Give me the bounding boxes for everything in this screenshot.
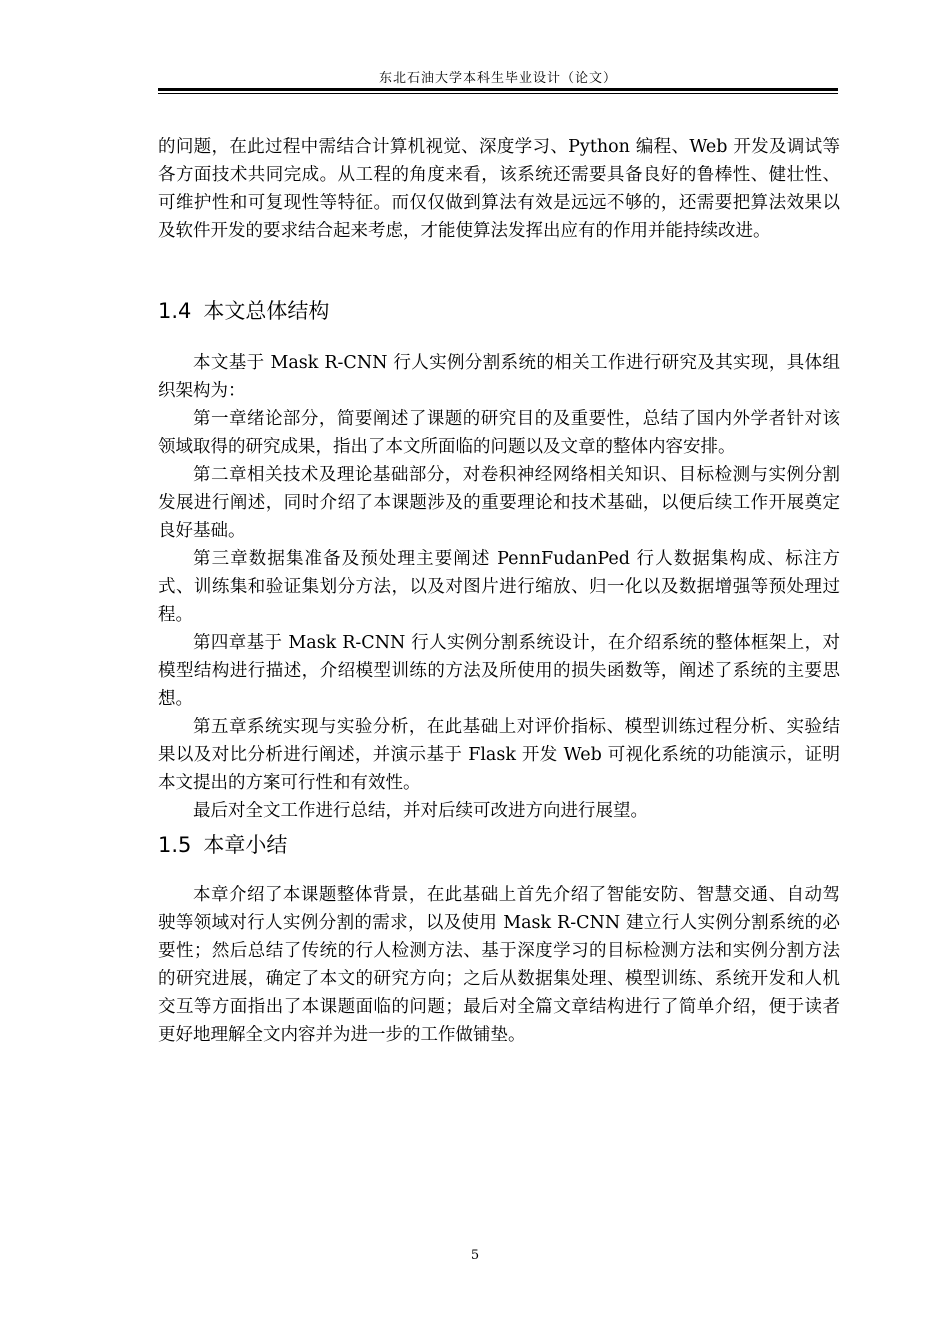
section-title: 本文总体结构 bbox=[203, 299, 330, 323]
header-rule-thick bbox=[158, 88, 838, 91]
section-title: 本章小结 bbox=[203, 833, 288, 857]
paragraph: 第五章系统实现与实验分析，在此基础上对评价指标、模型训练过程分析、实验结果以及对比分析进行阐述，并演示基于 Flask 开发 Web 可视化系统的功能演示，证明本文提出的方案可行性和有效性。 bbox=[158, 717, 840, 793]
section-number: 1.5 bbox=[158, 833, 192, 857]
running-header: 东北石油大学本科生毕业设计（论文） bbox=[378, 71, 617, 86]
section-heading-1-5 bbox=[158, 829, 838, 859]
summary-paragraph: 本章介绍了本课题整体背景，在此基础上首先介绍了智能安防、智慧交通、自动驾驶等领域对行人实例分割的需求，以及使用 Mask R-CNN 建立行人实例分割系统的必要性；然后总结了传统的行人检测方法、基于深度学习的目标检测方法和实例分割方法的研究进展，确定了本文的研究方向；之后从数据集处理、模型训练、系统开发和人机交互等方面指出了本课题面临的问题；最后对全篇文章结构进行了简单介绍，便于读者更好地理解全文内容并为进一步的工作做铺垫。 bbox=[158, 885, 840, 1045]
paragraph: 最后对全文工作进行总结，并对后续可改进方向进行展望。 bbox=[193, 801, 648, 821]
page-number: 5 bbox=[470, 1248, 480, 1263]
paragraph: 第一章绪论部分，简要阐述了课题的研究目的及重要性，总结了国内外学者针对该领域取得的研究成果，指出了本文所面临的问题以及文章的整体内容安排。 bbox=[158, 409, 840, 457]
paragraph: 第二章相关技术及理论基础部分，对卷积神经网络相关知识、目标检测与实例分割发展进行阐述，同时介绍了本课题涉及的重要理论和技术基础，以便后续工作开展奠定良好基础。 bbox=[158, 465, 840, 541]
paragraph: 第三章数据集准备及预处理主要阐述 PennFudanPed 行人数据集构成、标注方式、训练集和验证集划分方法，以及对图片进行缩放、归一化以及数据增强等预处理过程。 bbox=[158, 549, 840, 625]
section-number: 1.4 bbox=[158, 299, 192, 323]
section-1-4-body bbox=[158, 349, 840, 825]
paragraph: 第四章基于 Mask R-CNN 行人实例分割系统设计，在介绍系统的整体框架上，对模型结构进行描述，介绍模型训练的方法及所使用的损失函数等，阐述了系统的主要思想。 bbox=[158, 633, 840, 709]
intro-paragraph: 的问题，在此过程中需结合计算机视觉、深度学习、Python 编程、Web 开发及调试等各方面技术共同完成。从工程的角度来看，该系统还需要具备良好的鲁棒性、健壮性、可维护性和可复现性等特征。而仅仅做到算法有效是远远不够的，还需要把算法效果以及软件开发的要求结合起来考虑，才能使算法发挥出应有的作用并能持续改进。 bbox=[158, 137, 840, 241]
header-rule-thin bbox=[158, 93, 838, 94]
paragraph: 本文基于 Mask R-CNN 行人实例分割系统的相关工作进行研究及其实现，具体组织架构为： bbox=[158, 353, 840, 401]
section-heading-1-4 bbox=[158, 295, 838, 325]
